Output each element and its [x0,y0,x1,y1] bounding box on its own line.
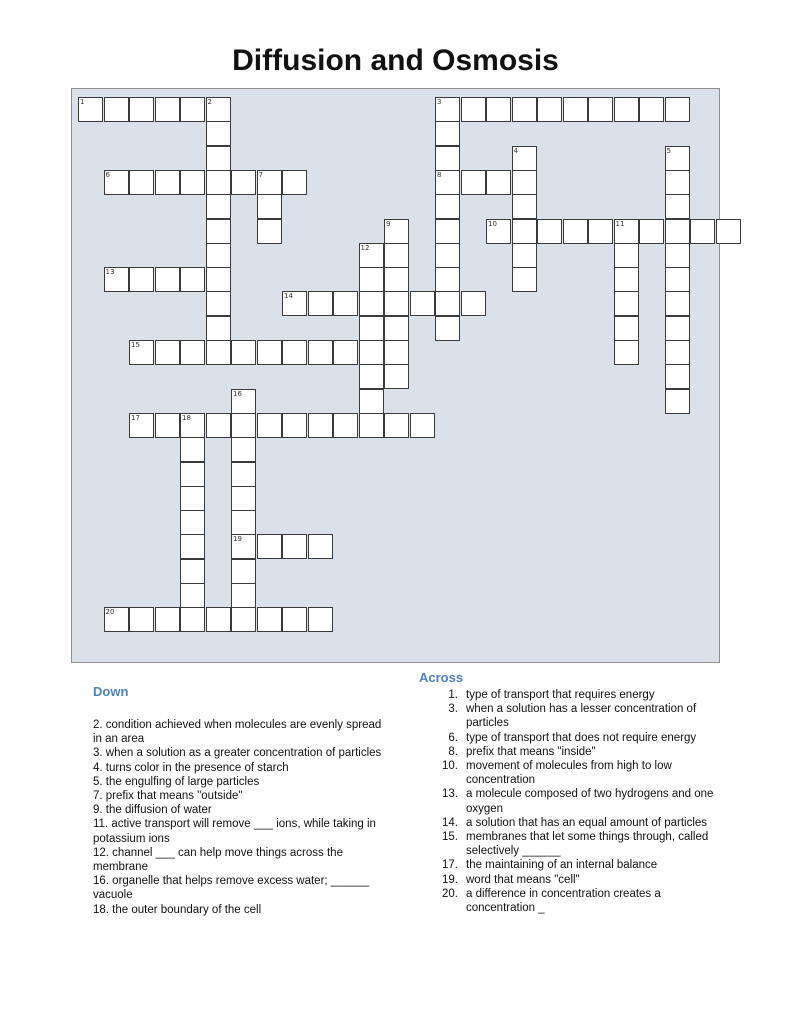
crossword-cell[interactable] [435,146,460,171]
crossword-cell[interactable] [155,97,180,122]
across-clue-number: 1. [448,689,458,701]
down-clue: 4. turns color in the presence of starch [93,761,289,774]
clue-number: 4 [513,146,518,155]
crossword-cell[interactable] [104,97,129,122]
crossword-cell[interactable] [129,97,154,122]
crossword-cell[interactable] [435,291,460,316]
crossword-cell[interactable] [180,510,205,535]
crossword-cell[interactable] [231,486,256,511]
crossword-cell[interactable] [614,340,639,365]
crossword-cell[interactable] [665,389,690,414]
crossword-cell[interactable] [359,340,384,365]
crossword-cell[interactable] [155,607,180,632]
across-clue-text: word that means "cell" [466,873,580,886]
crossword-cell[interactable] [180,607,205,632]
across-clue [440,873,730,887]
crossword-cell[interactable] [665,219,690,244]
clue-number: 13 [105,268,115,277]
down-clue: 11. active transport will remove ___ ions, while taking in potassium ions [93,818,376,845]
crossword-cell[interactable] [435,267,460,292]
crossword-cell[interactable] [129,340,154,365]
crossword-cell[interactable] [639,97,664,122]
crossword-cell[interactable] [359,413,384,438]
crossword-cell[interactable] [180,559,205,584]
crossword-cell[interactable] [231,534,256,559]
across-clue [440,787,730,815]
crossword-cell[interactable] [308,413,333,438]
clue-number: 15 [131,341,140,349]
across-clue [440,731,730,745]
crossword-cell[interactable] [180,340,205,365]
crossword-cell[interactable] [461,170,486,195]
crossword-cell[interactable] [665,291,690,316]
crossword-cell[interactable] [308,534,333,559]
crossword-cell[interactable] [155,413,180,438]
crossword-cell[interactable] [665,316,690,341]
crossword-cell[interactable] [614,219,639,244]
across-clue-text: prefix that means "inside" [466,745,596,758]
crossword-cell[interactable] [206,121,231,146]
across-clue-text: membranes that let some things through, called selectively ______ [466,831,709,858]
crossword-cell[interactable] [435,121,460,146]
crossword-cell[interactable] [308,607,333,632]
clue-number: 5 [666,146,671,155]
crossword-cell[interactable] [690,219,715,244]
crossword-cell[interactable] [206,243,231,268]
across-clue-text: the maintaining of an internal balance [466,859,658,872]
crossword-cell[interactable] [333,291,358,316]
crossword-cell[interactable] [512,219,537,244]
crossword-cell[interactable] [257,170,282,195]
crossword-cell[interactable] [231,462,256,487]
down-clue: 2. condition achieved when molecules are evenly spread in an area [93,719,382,746]
clue-number: 7 [258,170,263,179]
clue-number: 17 [131,413,140,422]
clue-number: 9 [386,219,391,228]
crossword-cell[interactable] [665,364,690,389]
across-clue-number: 17. [442,859,458,872]
across-clue [440,688,730,702]
crossword-cell[interactable] [359,316,384,341]
crossword-cell[interactable] [155,170,180,195]
down-clue: 3. when a solution as a greater concentration of particles [93,747,382,760]
crossword-cell[interactable] [104,267,129,292]
across-clue [440,745,730,759]
crossword-cell[interactable] [665,170,690,195]
crossword-cell[interactable] [257,219,282,244]
across-clue-list [440,688,730,915]
crossword-cell[interactable] [257,534,282,559]
across-clue-text: movement of molecules from high to low concentration [466,760,672,787]
crossword-cell[interactable] [486,97,511,122]
crossword-cell[interactable] [333,413,358,438]
crossword-cell[interactable] [206,316,231,341]
crossword-cell[interactable] [435,97,460,122]
clue-number: 16 [233,389,242,398]
crossword-cell[interactable] [104,170,129,195]
crossword-cell[interactable] [410,413,435,438]
crossword-cell[interactable] [257,607,282,632]
across-clue [440,816,730,830]
crossword-cell[interactable] [180,534,205,559]
crossword-cell[interactable] [665,194,690,219]
crossword-cell[interactable] [435,316,460,341]
across-clue-text: a solution that has an equal amount of particles [466,816,708,829]
crossword-cell[interactable] [665,267,690,292]
crossword-cell[interactable] [384,340,409,365]
across-clue-number: 19. [442,873,458,886]
across-clue [440,887,730,915]
crossword-cell[interactable] [231,583,256,608]
down-clue: 7. prefix that means "outside" [93,790,243,803]
crossword-cell[interactable] [282,170,307,195]
down-clue: 12. channel ___ can help move things across the membrane [93,846,343,874]
clue-number: 20 [105,608,115,617]
clue-number: 10 [488,219,497,228]
crossword-cell[interactable] [588,97,613,122]
crossword-cell[interactable] [180,583,205,608]
crossword-cell[interactable] [486,219,511,244]
crossword-cell[interactable] [206,170,231,195]
crossword-cell[interactable] [384,219,409,244]
crossword-cell[interactable] [155,267,180,292]
crossword-cell[interactable] [282,340,307,365]
clue-number: 19 [233,535,242,544]
crossword-cell[interactable] [512,97,537,122]
across-clue-number: 20. [442,887,458,900]
crossword-cell[interactable] [180,437,205,462]
crossword-cell[interactable] [231,510,256,535]
crossword-cell[interactable] [614,243,639,268]
crossword-cell[interactable] [359,364,384,389]
crossword-cell[interactable] [588,219,613,244]
down-clue: 5. the engulfing of large particles [93,775,260,788]
crossword-cell[interactable] [206,413,231,438]
crossword-cell[interactable] [665,340,690,365]
crossword-grid [71,88,720,663]
crossword-cell[interactable] [129,607,154,632]
crossword-cell[interactable] [206,219,231,244]
crossword-cell[interactable] [206,291,231,316]
crossword-cell[interactable] [257,340,282,365]
crossword-cell[interactable] [384,267,409,292]
crossword-cell[interactable] [512,267,537,292]
crossword-cell[interactable] [512,194,537,219]
crossword-cell[interactable] [257,194,282,219]
crossword-cell[interactable] [384,243,409,268]
crossword-cell[interactable] [180,267,205,292]
across-clue-number: 10. [442,760,458,773]
crossword-cell[interactable] [410,291,435,316]
down-clue-list [93,718,383,917]
crossword-cell[interactable] [665,243,690,268]
crossword-cell[interactable] [614,97,639,122]
across-clue-number: 3. [448,703,458,716]
crossword-cell[interactable] [716,219,741,244]
crossword-cell[interactable] [435,170,460,195]
down-clue: 18. the outer boundary of the cell [93,903,262,916]
crossword-cell[interactable] [512,243,537,268]
crossword-cell[interactable] [461,97,486,122]
page-title: Diffusion and Osmosis [232,44,559,77]
down-heading: Down [93,684,129,699]
crossword-cell[interactable] [206,97,231,122]
crossword-cell[interactable] [282,607,307,632]
crossword-cell[interactable] [206,340,231,365]
down-clue: 16. organelle that helps remove excess water; ______ vacuole [93,875,370,902]
crossword-cell[interactable] [180,170,205,195]
crossword-cell[interactable] [104,607,129,632]
clue-number: 18 [182,413,191,422]
clue-number: 8 [437,170,442,179]
crossword-cell[interactable] [384,316,409,341]
crossword-cell[interactable] [231,170,256,195]
crossword-cell[interactable] [537,219,562,244]
crossword-cell[interactable] [231,413,256,438]
crossword-cell[interactable] [231,437,256,462]
crossword-cell[interactable] [461,291,486,316]
clue-number: 3 [437,98,442,106]
across-clue [440,702,730,730]
down-clue: 9. the diffusion of water [93,804,212,817]
crossword-cell[interactable] [231,340,256,365]
crossword-cell[interactable] [308,291,333,316]
crossword-cell[interactable] [639,219,664,244]
crossword-cell[interactable] [435,219,460,244]
across-clue-text: a difference in concentration creates a concentration _ [466,887,661,915]
across-clue-number: 15. [442,831,458,844]
across-heading: Across [419,670,464,685]
crossword-cell[interactable] [486,170,511,195]
crossword-cell[interactable] [231,389,256,414]
crossword-cell[interactable] [359,291,384,316]
crossword-cell[interactable] [359,243,384,268]
crossword-cell[interactable] [359,267,384,292]
clue-number: 2 [207,98,212,106]
across-clue-number: 14. [442,816,458,829]
crossword-cell[interactable] [665,97,690,122]
crossword-cell[interactable] [129,170,154,195]
crossword-cell[interactable] [435,243,460,268]
crossword-cell[interactable] [384,413,409,438]
clue-number: 6 [105,170,110,179]
clue-number: 14 [284,292,293,301]
crossword-cell[interactable] [282,413,307,438]
crossword-cell[interactable] [614,267,639,292]
across-clue [440,830,730,858]
crossword-cell[interactable] [257,413,282,438]
crossword-cell[interactable] [206,607,231,632]
crossword-cell[interactable] [512,146,537,171]
crossword-cell[interactable] [206,267,231,292]
across-clue [440,858,730,872]
across-clue-text: type of transport that requires energy [466,689,655,701]
crossword-cell[interactable] [180,486,205,511]
crossword-cell[interactable] [206,146,231,171]
crossword-cell[interactable] [359,389,384,414]
clue-number: 1 [80,98,85,106]
crossword-cell[interactable] [155,340,180,365]
clue-number: 11 [615,219,625,228]
across-clue-number: 6. [448,731,458,744]
across-clue-text: a molecule composed of two hydrogens and one oxygen [466,788,714,815]
crossword-cell[interactable] [435,194,460,219]
crossword-cell[interactable] [614,291,639,316]
across-clue-text: when a solution has a lesser concentration of particles [466,703,697,730]
crossword-cell[interactable] [282,534,307,559]
crossword-cell[interactable] [537,97,562,122]
across-clue-number: 13. [442,788,458,801]
crossword-cell[interactable] [563,219,588,244]
crossword-cell[interactable] [78,97,103,122]
crossword-cell[interactable] [180,97,205,122]
crossword-cell[interactable] [129,413,154,438]
crossword-cell[interactable] [129,267,154,292]
crossword-cell[interactable] [384,364,409,389]
crossword-cell[interactable] [180,462,205,487]
across-clue-text: type of transport that does not require energy [466,731,697,744]
crossword-cell[interactable] [384,291,409,316]
clue-number: 12 [360,243,370,252]
crossword-cell[interactable] [333,340,358,365]
crossword-cell[interactable] [512,170,537,195]
crossword-cell[interactable] [206,194,231,219]
crossword-cell[interactable] [282,291,307,316]
crossword-cell[interactable] [563,97,588,122]
crossword-cell[interactable] [180,413,205,438]
crossword-cell[interactable] [231,607,256,632]
crossword-cell[interactable] [308,340,333,365]
crossword-cell[interactable] [231,559,256,584]
crossword-cell[interactable] [665,146,690,171]
across-clue-number: 8. [448,745,458,758]
across-clue [440,759,730,787]
crossword-cell[interactable] [614,316,639,341]
